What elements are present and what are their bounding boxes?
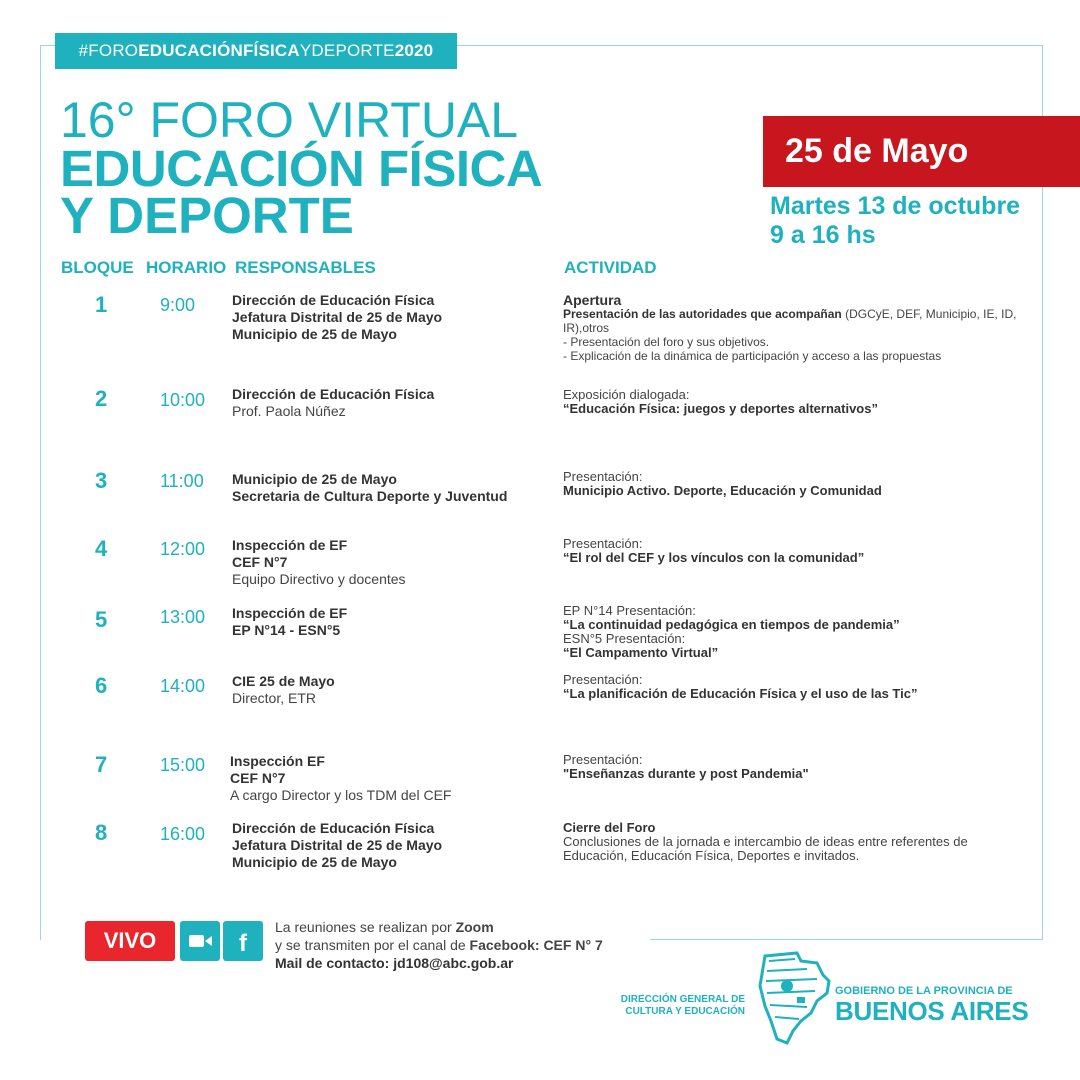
block-time: 16:00 (160, 824, 206, 844)
title-line-1: 16° FORO VIRTUAL (60, 92, 519, 148)
province-map-logo (757, 951, 832, 1051)
block-time: 13:00 (160, 607, 206, 627)
event-date (770, 192, 1020, 250)
block-responsables: Inspección de EF EP N°14 - ESN°5 (232, 605, 348, 638)
block-time: 10:00 (160, 390, 206, 410)
block-number: 4 (95, 536, 108, 561)
block-number: 5 (95, 607, 108, 632)
block-number: 3 (95, 468, 108, 493)
header-actividad: ACTIVIDAD (564, 258, 657, 277)
header-horario: HORARIO (146, 258, 227, 277)
block-number: 2 (95, 386, 108, 411)
block-activity: Presentación: “La planificación de Educación Física y el uso de las Tic” (563, 672, 918, 701)
block-activity: EP N°14 Presentación: “La continuidad pedagógica en tiempos de pandemia” ESN°5 Presentación: “El Campamento Virtual” (563, 603, 900, 660)
block-time: 11:00 (160, 471, 204, 491)
place-box: 25 de Mayo (763, 116, 1080, 187)
facebook-icon (223, 921, 263, 961)
block-responsables: Dirección de Educación Física Prof. Paola Núñez (232, 386, 435, 419)
block-responsables: Dirección de Educación Física Jefatura Distrital de 25 de Mayo Municipio de 25 de Mayo (232, 820, 443, 870)
header-bloque: BLOQUE (61, 258, 134, 277)
block-responsables: Municipio de 25 de Mayo Secretaria de Cultura Deporte y Juventud (232, 471, 508, 504)
block-responsables: CIE 25 de Mayo Director, ETR (232, 673, 335, 706)
block-activity: Presentación: "Enseñanzas durante y post Pandemia" (563, 752, 809, 781)
block-time: 12:00 (160, 539, 206, 559)
title-line-3: Y DEPORTE (60, 187, 354, 244)
block-activity: Presentación: “El rol del CEF y los vínculos con la comunidad” (563, 536, 865, 565)
block-number: 6 (95, 673, 108, 698)
header-responsables: RESPONSABLES (235, 258, 376, 277)
block-number: 1 (95, 292, 108, 317)
block-responsables: Inspección EF CEF N°7 A cargo Director y los TDM del CEF (230, 753, 452, 803)
block-activity: Presentación: Municipio Activo. Deporte, Educación y Comunidad (563, 469, 882, 498)
hashtag-banner: #FOROEDUCACIÓNFÍSICAYDEPORTE2020 (55, 33, 457, 69)
block-activity: Exposición dialogada: “Educación Física: juegos y deportes alternativos” (563, 387, 878, 416)
event-day: Martes 13 de octubre (770, 192, 1021, 220)
block-responsables: Dirección de Educación Física Jefatura Distrital de 25 de Mayo Municipio de 25 de Mayo (232, 292, 443, 342)
frame-divider (650, 939, 1043, 940)
vivo-badge: VIVO (85, 921, 175, 961)
zoom-camera-icon (180, 921, 220, 961)
block-responsables: Inspección de EF CEF N°7 Equipo Directivo y docentes (232, 537, 406, 587)
block-time: 15:00 (160, 755, 206, 775)
title-line-2: EDUCACIÓN FÍSICA (60, 140, 543, 197)
gobierno-label: GOBIERNO DE LA PROVINCIA DE (835, 985, 1013, 997)
block-activity: Cierre del Foro Conclusiones de la jornada e intercambio de ideas entre referentes de Educación, Educación Física, Deportes e invitados. (563, 820, 968, 863)
event-hours: 9 a 16 hs (770, 221, 876, 249)
footer-info: La reuniones se realizan por Zoom y se transmiten por el canal de Facebook: CEF N° 7 Mail de contacto: jd108@abc.gob.ar (275, 919, 603, 971)
block-activity: Apertura Presentación de las autoridades que acompañan (DGCyE, DEF, Municipio, IE, ID, IR),otros - Presentación del foro y sus objetivos. - Explicación de la dinámica de participación y acceso a las propuestas (563, 292, 1017, 363)
block-time: 9:00 (160, 295, 196, 315)
svg-text:f: f (239, 930, 247, 957)
dgce-label: DIRECCIÓN GENERAL DE CULTURA Y EDUCACIÓN (620, 994, 745, 1017)
block-number: 7 (95, 752, 108, 777)
block-time: 14:00 (160, 676, 206, 696)
block-number: 8 (95, 820, 108, 845)
buenos-aires-label: BUENOS AIRES (835, 996, 1029, 1026)
